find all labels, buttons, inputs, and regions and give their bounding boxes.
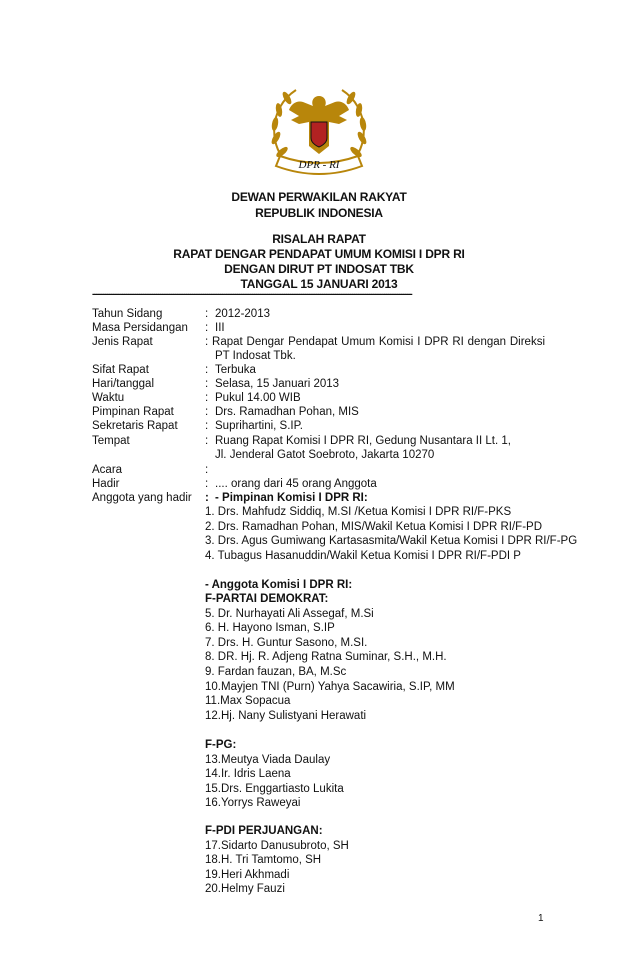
detail-label: Hadir [92,478,120,490]
header-meeting-title: RAPAT DENGAR PENDAPAT UMUM KOMISI I DPR RI [173,247,465,261]
detail-value: : Selasa, 15 Januari 2013 [205,378,340,390]
emblem-banner-text: DPR - RI [298,159,340,171]
list-item: 7. Drs. H. Guntur Sasono, M.SI. [205,636,368,649]
fraction-pdi-perjuangan [205,824,349,897]
list-item: 18.H. Tri Tamtomo, SH [205,854,322,867]
detail-label: Sifat Rapat [92,364,149,376]
header-doc-type: RISALAH RAPAT [272,232,366,246]
dpr-ri-emblem-icon [260,78,378,184]
list-item: 12.Hj. Nany Sulistyani Herawati [205,709,367,722]
header-institution: DEWAN PERWAKILAN RAKYAT [231,190,407,204]
fraction-name: F-PG: [205,739,237,751]
detail-value: : III [205,322,225,334]
list-item: 10.Mayjen TNI (Purn) Yahya Sacawiria, S.IP, MM [205,680,455,693]
detail-label: Hari/tanggal [92,378,155,390]
detail-label: Jenis Rapat [92,336,153,348]
detail-value: : .... orang dari 45 orang Anggota [205,478,377,490]
list-item: 6. H. Hayono Isman, S.IP [205,622,335,635]
list-item: 19.Heri Akhmadi [205,868,290,881]
list-item: 20.Helmy Fauzi [205,883,285,896]
detail-label: Tempat [92,435,130,447]
fraction-pg [205,738,344,811]
detail-label: Acara [92,464,123,476]
fraction-name: F-PARTAI DEMOKRAT: [205,593,329,605]
list-item: 1. Drs. Mahfudz Siddiq, M.SI /Ketua Komisi I DPR RI/F-PKS [205,506,512,518]
detail-value: : Terbuka [205,364,256,376]
fraction-name: F-PDI PERJUANGAN: [205,825,323,837]
detail-label: Masa Persidangan [92,322,188,334]
list-item: 11.Max Sopacua [205,695,291,708]
list-item: 14.Ir. Idris Laena [205,768,291,781]
detail-value: : [205,464,209,476]
detail-label: Pimpinan Rapat [92,406,174,418]
detail-value: : Pukul 14.00 WIB [205,392,301,404]
header-meeting-with: DENGAN DIRUT PT INDOSAT TBK [224,262,414,276]
fraction-demokrat [205,592,455,723]
header-date: TANGGAL 15 JANUARI 2013 [240,277,398,291]
page-number: 1 [538,913,544,924]
pimpinan-list [205,505,577,563]
list-item: 2. Drs. Ramadhan Pohan, MIS/Wakil Ketua Komisi I DPR RI/F-PD [205,520,543,533]
list-item: 13.Meutya Viada Daulay [205,753,331,766]
list-item: 17.Sidarto Danusubroto, SH [205,839,349,852]
detail-value: : Suprihartini, S.IP. [205,420,304,432]
detail-value: : Ruang Rapat Komisi I DPR RI, Gedung Nusantara II Lt. 1, Jl. Jenderal Gatot Soebroto, Jakarta 10270 [205,435,511,461]
detail-label: Anggota yang hadir [92,492,192,504]
header-country: REPUBLIK INDONESIA [255,206,383,220]
section-divider: ------------------------------------------------------------------------------------------------------------------------------------------------------ [92,289,412,300]
list-item: 15.Drs. Enggartiasto Lukita [205,782,344,795]
list-item: 5. Dr. Nurhayati Ali Assegaf, M.Si [205,607,374,620]
list-item: 8. DR. Hj. R. Adjeng Ratna Suminar, S.H., M.H. [205,651,447,664]
list-item: 9. Fardan fauzan, BA, M.Sc [205,665,347,678]
detail-value: : Drs. Ramadhan Pohan, MIS [205,406,359,418]
list-item: 3. Drs. Agus Gumiwang Kartasasmita/Wakil Ketua Komisi I DPR RI/F-PG [205,535,578,548]
list-item: 16.Yorrys Raweyai [205,797,301,810]
detail-label: Waktu [92,392,125,404]
detail-label: Sekretaris Rapat [92,420,178,432]
list-item: 4. Tubagus Hasanuddin/Wakil Ketua Komisi I DPR RI/F-PDI P [205,549,521,562]
detail-label: Tahun Sidang [92,308,163,320]
detail-value: : 2012-2013 [205,308,270,320]
detail-value: : - Pimpinan Komisi I DPR RI: [205,492,368,504]
detail-value: : Rapat Dengar Pendapat Umum Komisi I DPR RI dengan Direksi PT Indosat Tbk. [205,336,545,362]
anggota-heading: - Anggota Komisi I DPR RI: [205,579,353,591]
